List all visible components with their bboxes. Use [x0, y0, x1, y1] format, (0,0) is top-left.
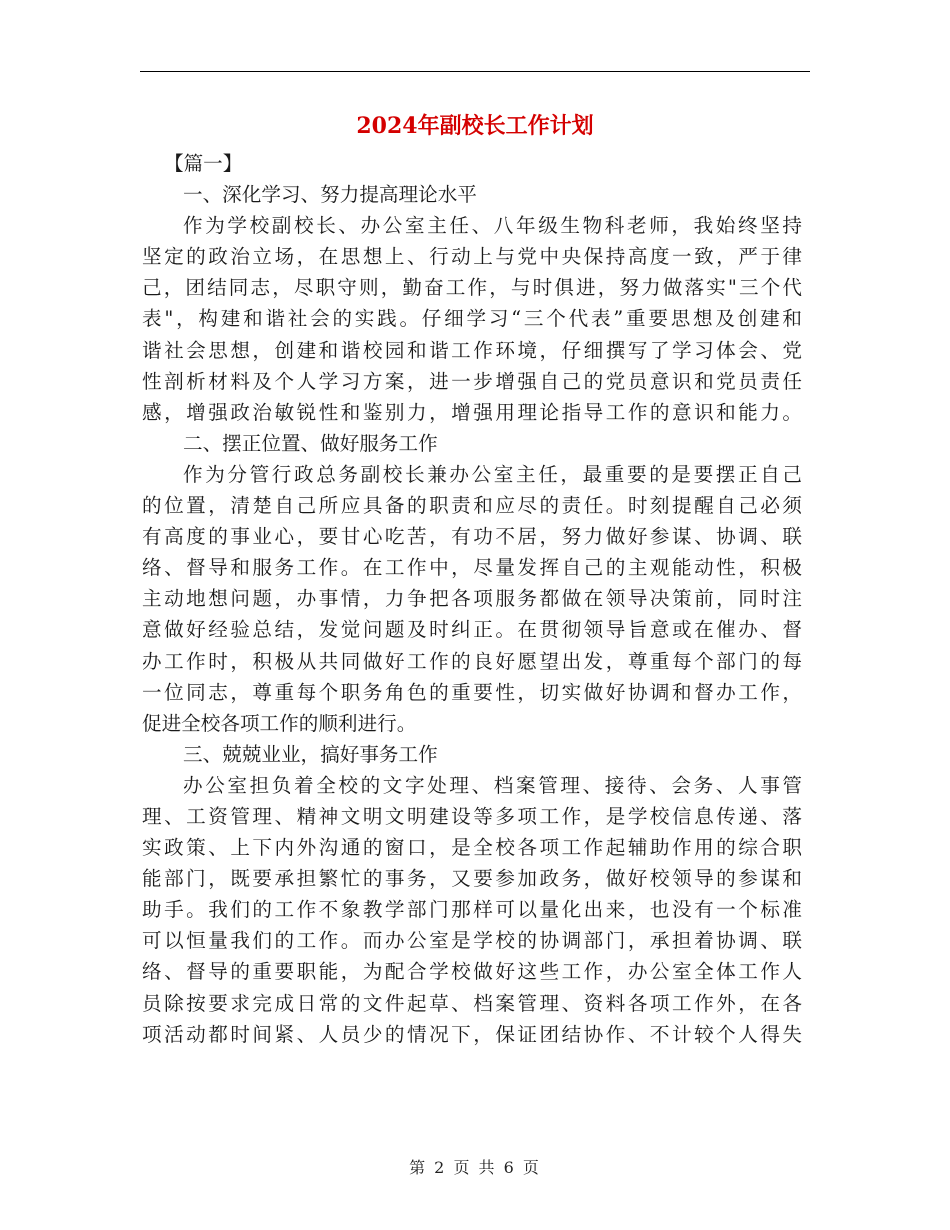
paragraph-line: 办公室担负着全校的文字处理、档案管理、接待、会务、人事管	[183, 773, 802, 797]
header-rule	[140, 71, 810, 72]
paragraph-line: 可以恒量我们的工作。而办公室是学校的协调部门，承担着协调、联	[142, 929, 802, 953]
paragraph-line: 员除按要求完成日常的文件起草、档案管理、资料各项工作外，在各	[142, 991, 802, 1015]
paragraph-line: 项活动都时间紧、人员少的情况下，保证团结协作、不计较个人得失	[142, 1022, 802, 1046]
section-heading-2: 二、摆正位置、做好服务工作	[183, 431, 438, 455]
paragraph-line: 有高度的事业心，要甘心吃苦，有功不居，努力做好参谋、协调、联	[142, 525, 802, 549]
paragraph-line: 一位同志，尊重每个职务角色的重要性，切实做好协调和督办工作，	[142, 680, 802, 704]
paragraph-line: 作为学校副校长、办公室主任、八年级生物科老师，我始终坚持	[183, 214, 802, 238]
paragraph-line: 表"，构建和谐社会的实践。仔细学习“三个代表”重要思想及创建和	[142, 307, 802, 331]
paragraph-line: 己，团结同志，尽职守则，勤奋工作，与时俱进，努力做落实"三个代	[142, 276, 802, 300]
page-indicator: 第 2 页 共 6 页	[409, 1158, 541, 1177]
paragraph-line: 感，增强政治敏锐性和鉴别力，增强用理论指导工作的意识和能力。	[142, 400, 802, 424]
paragraph-line: 助手。我们的工作不象教学部门那样可以量化出来，也没有一个标准	[142, 898, 802, 922]
paragraph-line: 性剖析材料及个人学习方案，进一步增强自己的党员意识和党员责任	[142, 369, 802, 393]
section-tag: 【篇一】	[164, 152, 243, 175]
paragraph-line: 办工作时，积极从共同做好工作的良好愿望出发，尊重每个部门的每	[142, 649, 802, 673]
paragraph-line: 促进全校各项工作的顺利进行。	[142, 711, 417, 735]
paragraph-line: 实政策、上下内外沟通的窗口，是全校各项工作起辅助作用的综合职	[142, 836, 802, 860]
document-title: 2024年副校长工作计划	[356, 113, 594, 139]
paragraph-line: 意做好经验总结，发觉问题及时纠正。在贯彻领导旨意或在催办、督	[142, 618, 802, 642]
paragraph-line: 的位置，清楚自己所应具备的职责和应尽的责任。时刻提醒自己必须	[142, 494, 802, 518]
paragraph-line: 理、工资管理、精神文明文明建设等多项工作，是学校信息传递、落	[142, 804, 802, 828]
paragraph-line: 络、督导的重要职能，为配合学校做好这些工作，办公室全体工作人	[142, 960, 802, 984]
paragraph-line: 坚定的政治立场，在思想上、行动上与党中央保持高度一致，严于律	[142, 245, 802, 269]
section-heading-3: 三、兢兢业业，搞好事务工作	[183, 742, 438, 766]
paragraph-line: 谐社会思想，创建和谐校园和谐工作环境，仔细撰写了学习体会、党	[142, 338, 802, 362]
paragraph-line: 主动地想问题，办事情，力争把各项服务都做在领导决策前，同时注	[142, 587, 802, 611]
paragraph-line: 作为分管行政总务副校长兼办公室主任，最重要的是要摆正自己	[183, 462, 802, 486]
document-body	[142, 148, 802, 1050]
paragraph-line: 能部门，既要承担繁忙的事务，又要参加政务，做好校领导的参谋和	[142, 867, 802, 891]
section-heading-1: 一、深化学习、努力提高理论水平	[183, 183, 477, 207]
paragraph-line: 络、督导和服务工作。在工作中，尽量发挥自己的主观能动性，积极	[142, 556, 802, 580]
